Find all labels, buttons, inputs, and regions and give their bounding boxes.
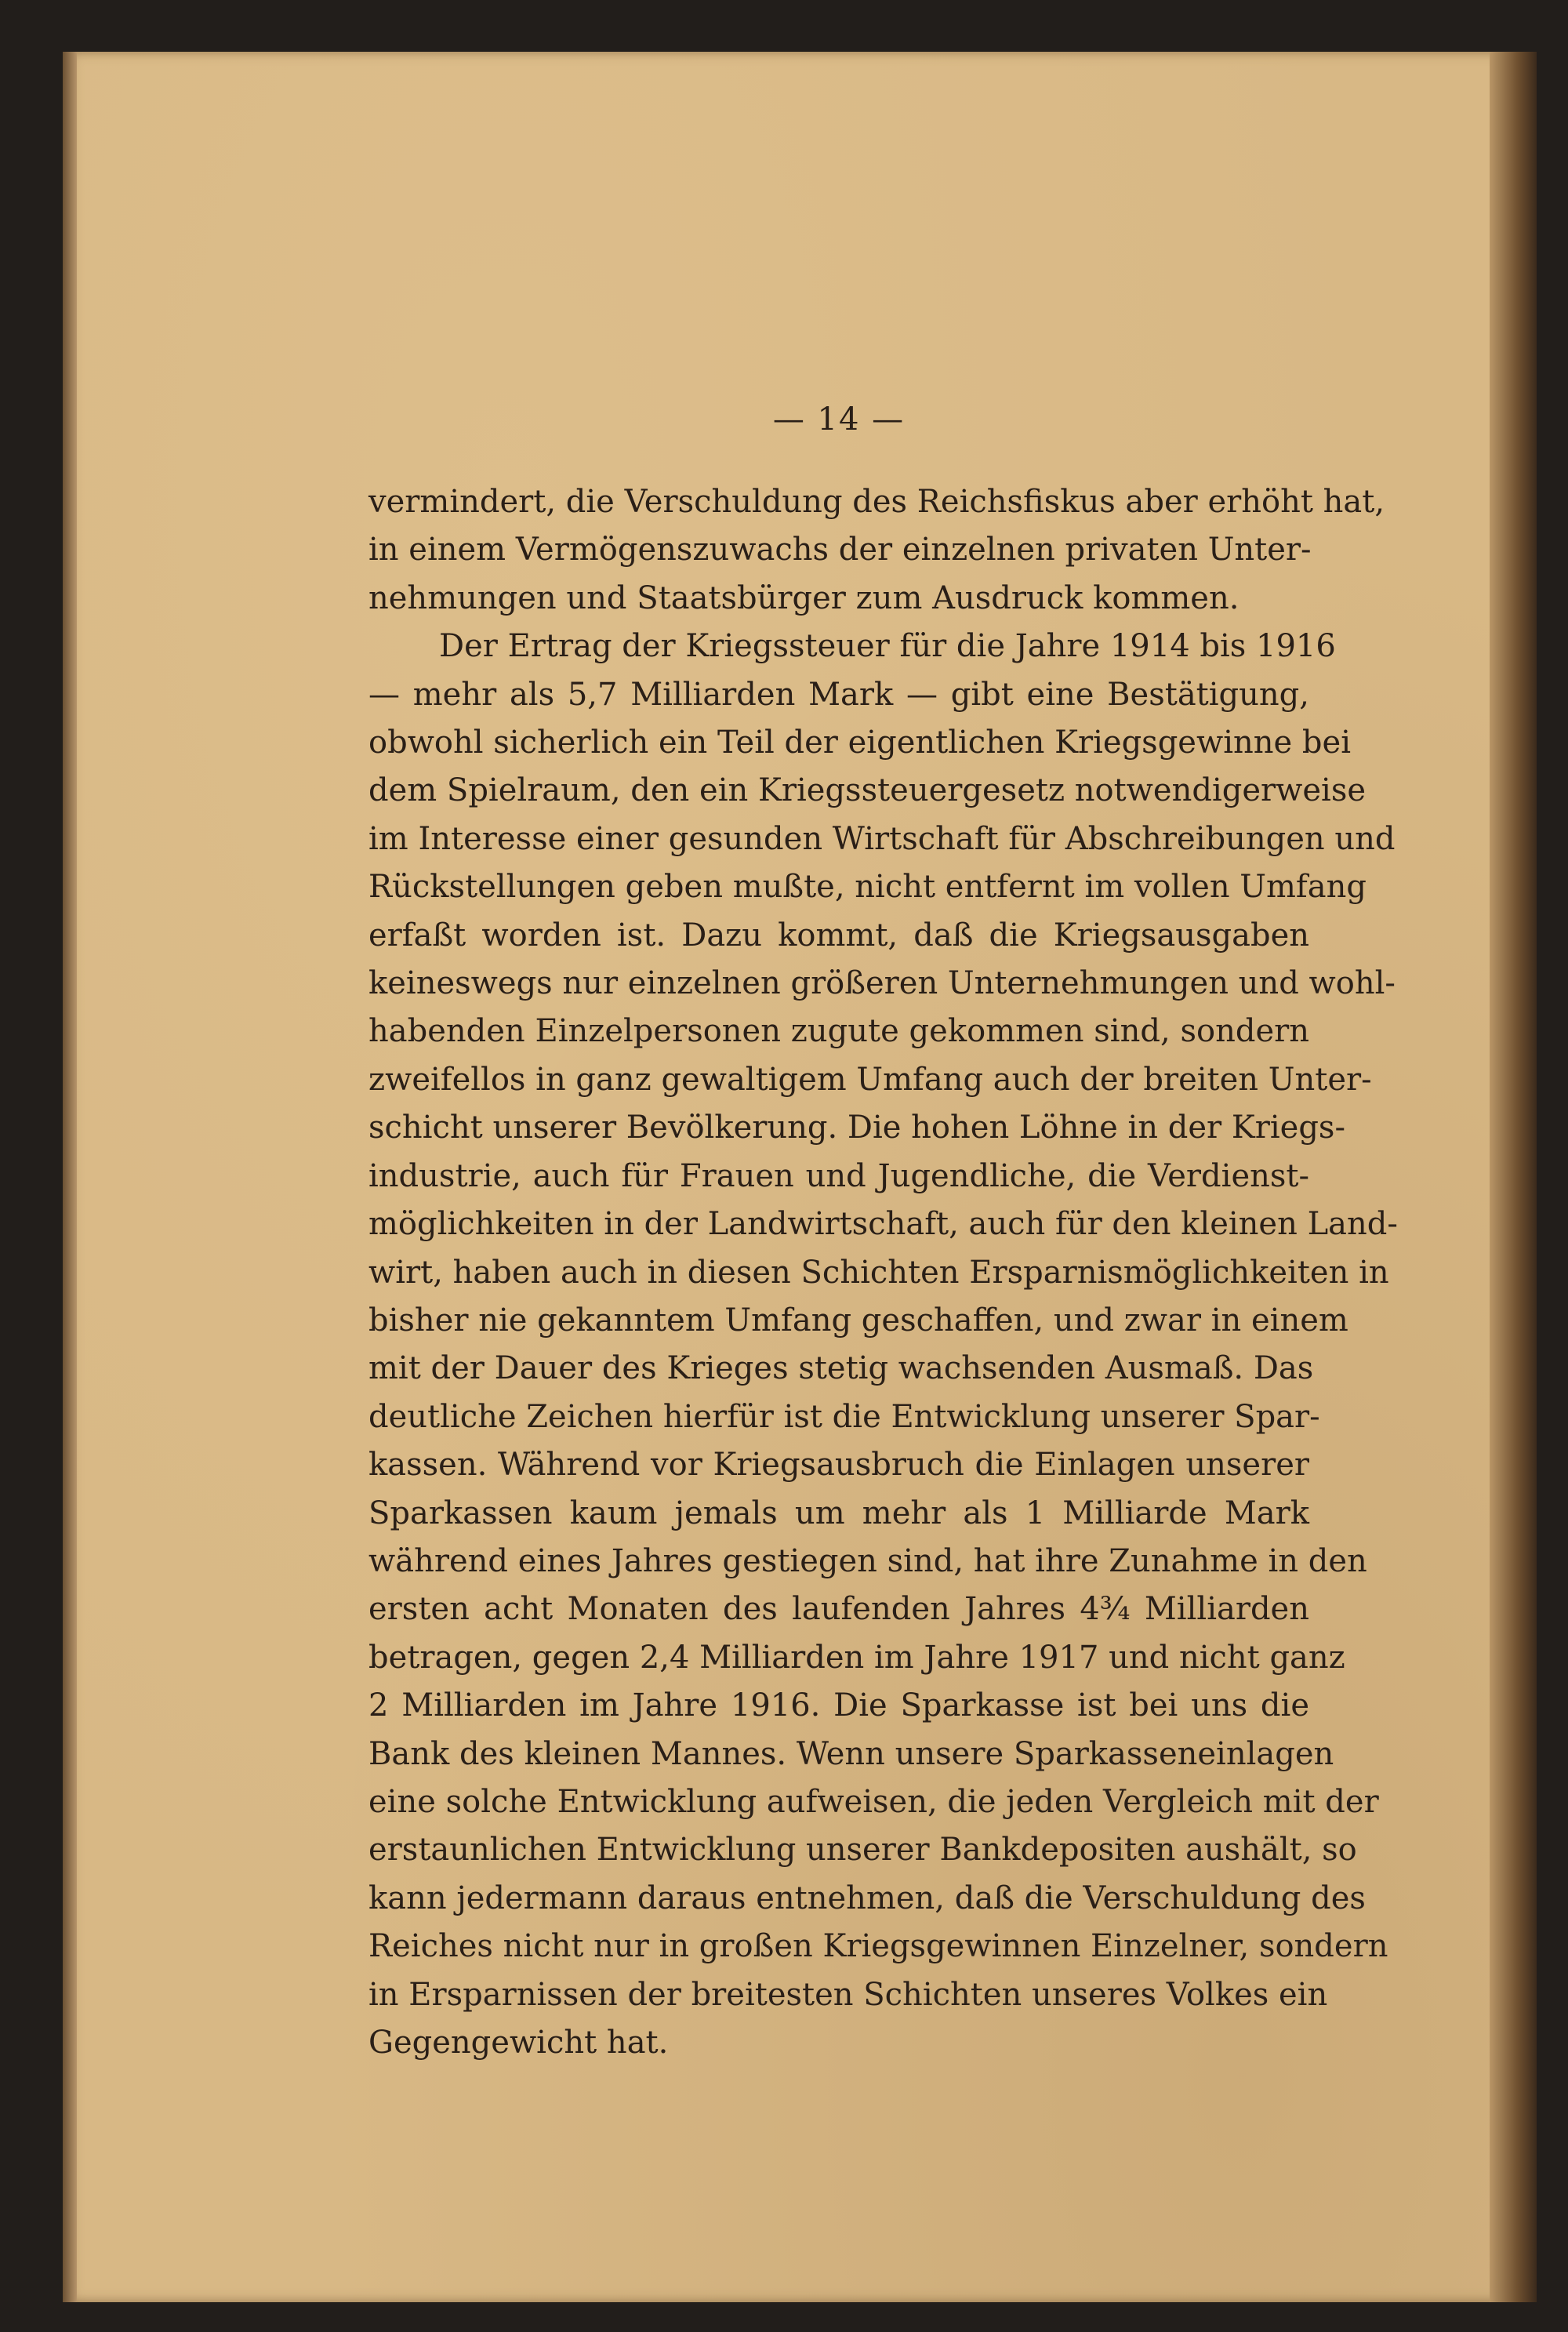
paragraph: [368, 478, 1385, 623]
text-line: erfaßt worden ist. Dazu kommt, daß die Kriegsausgaben: [368, 917, 1309, 954]
book-page: [63, 52, 1537, 2302]
text-line: Der Ertrag der Kriegssteuer für die Jahre 1914 bis 1916: [439, 628, 1336, 665]
text-line: schicht unserer Bevölkerung. Die hohen Löhne in der Kriegs-: [368, 1110, 1345, 1146]
next-page-edge: [1490, 52, 1537, 2302]
text-line: Reiches nicht nur in großen Kriegsgewinnen Einzelner, sondern: [368, 1928, 1388, 1965]
text-line: Sparkassen kaum jemals um mehr als 1 Milliarde Mark: [368, 1495, 1309, 1531]
text-line: nehmungen und Staatsbürger zum Ausdruck kommen.: [368, 579, 1240, 616]
text-line: — mehr als 5,7 Milliarden Mark — gibt eine Bestätigung,: [368, 676, 1309, 713]
text-line: keineswegs nur einzelnen größeren Unternehmungen und wohl-: [368, 965, 1396, 1002]
text-line: kassen. Während vor Kriegsausbruch die Einlagen unserer: [368, 1447, 1309, 1484]
text-line: mit der Dauer des Krieges stetig wachsenden Ausmaß. Das: [368, 1350, 1314, 1387]
text-line: kann jedermann daraus entnehmen, daß die Verschuldung des: [368, 1880, 1366, 1916]
page-number: — 14 —: [772, 401, 906, 438]
text-line: bisher nie gekanntem Umfang geschaffen, und zwar in einem: [368, 1302, 1348, 1339]
text-line: Gegengewicht hat.: [368, 2025, 669, 2061]
text-line: Bank des kleinen Mannes. Wenn unsere Sparkasseneinlagen: [368, 1735, 1334, 1772]
text-line: habenden Einzelpersonen zugute gekommen sind, sondern: [368, 1013, 1309, 1050]
text-block: [368, 401, 1398, 2067]
text-line: erstaunlichen Entwicklung unserer Bankdepositen aushält, so: [368, 1832, 1357, 1869]
text-line: obwohl sicherlich ein Teil der eigentlichen Kriegsgewinne bei: [368, 725, 1351, 761]
page-gutter: [63, 52, 77, 2302]
text-line: betragen, gegen 2,4 Milliarden im Jahre 1917 und nicht ganz: [368, 1639, 1345, 1676]
text-line: vermindert, die Verschuldung des Reichsfiskus aber erhöht hat,: [368, 484, 1385, 520]
text-line: 2 Milliarden im Jahre 1916. Die Sparkasse ist bei uns die: [368, 1687, 1309, 1724]
text-line: möglichkeiten in der Landwirtschaft, auch für den kleinen Land-: [368, 1206, 1398, 1243]
text-line: ersten acht Monaten des laufenden Jahres 4¾ Milliarden: [368, 1591, 1309, 1628]
text-line: industrie, auch für Frauen und Jugendliche, die Verdienst-: [368, 1157, 1309, 1194]
text-line: in Ersparnissen der breitesten Schichten unseres Volkes ein: [368, 1976, 1328, 2013]
text-line: in einem Vermögenszuwachs der einzelnen privaten Unter-: [368, 532, 1312, 568]
text-line: dem Spielraum, den ein Kriegssteuergesetz notwendigerweise: [368, 772, 1367, 809]
text-line: während eines Jahres gestiegen sind, hat ihre Zunahme in den: [368, 1542, 1367, 1579]
text-line: deutliche Zeichen hierfür ist die Entwicklung unserer Spar-: [368, 1398, 1320, 1435]
text-line: eine solche Entwicklung aufweisen, die jeden Vergleich mit der: [368, 1783, 1379, 1820]
paragraph: [368, 623, 1398, 2067]
body-text: [368, 478, 1398, 2067]
text-line: im Interesse einer gesunden Wirtschaft für Abschreibungen und: [368, 820, 1396, 857]
text-line: zweifellos in ganz gewaltigem Umfang auch der breiten Unter-: [368, 1061, 1372, 1098]
text-line: wirt, haben auch in diesen Schichten Ersparnismöglichkeiten in: [368, 1254, 1389, 1291]
text-line: Rückstellungen geben mußte, nicht entfernt im vollen Umfang: [368, 869, 1367, 906]
